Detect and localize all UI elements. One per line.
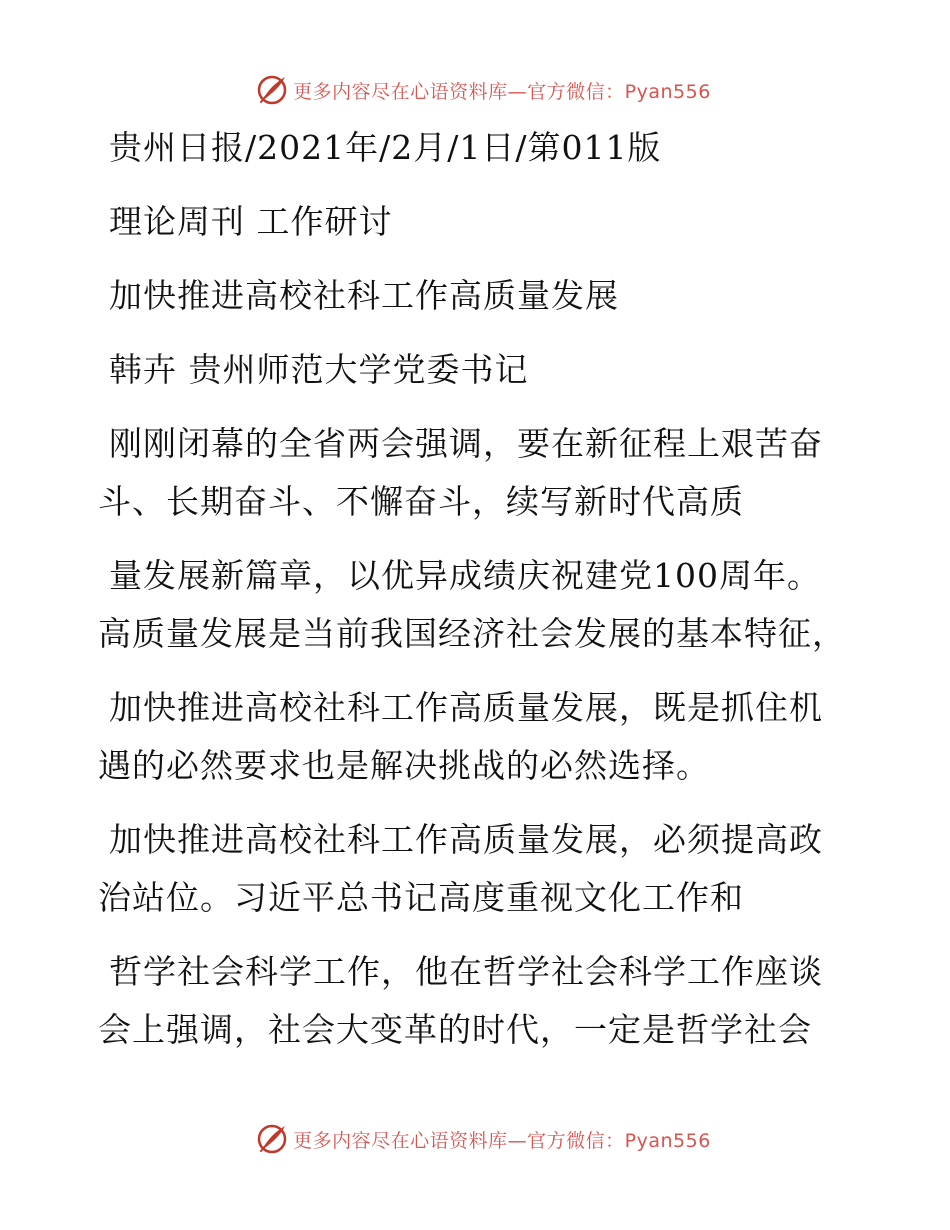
watermark-text: 更多内容尽在心语资料库—官方微信：Pyan556 <box>293 1129 711 1152</box>
quill-logo-icon <box>255 73 289 107</box>
header-watermark <box>0 70 950 110</box>
text-line: 加快推进高校社科工作高质量发展，既是抓住机 <box>109 688 823 727</box>
text-line: 理论周刊 工作研讨 <box>109 202 393 241</box>
quill-logo-icon <box>255 1122 289 1156</box>
text-line: 韩卉 贵州师范大学党委书记 <box>109 350 529 389</box>
text-line: 会上强调，社会大变革的时代，一定是哲学社会 <box>98 1010 812 1049</box>
text-line: 斗、长期奋斗、不懈奋斗，续写新时代高质 <box>98 482 744 521</box>
text-line: 加快推进高校社科工作高质量发展，必须提高政 <box>109 820 823 859</box>
watermark-text: 更多内容尽在心语资料库—官方微信：Pyan556 <box>293 80 711 103</box>
text-line: 哲学社会科学工作，他在哲学社会科学工作座谈 <box>109 952 823 991</box>
text-line: 量发展新篇章，以优异成绩庆祝建党100周年。 <box>109 556 821 595</box>
watermark-group <box>255 1122 711 1156</box>
footer-watermark <box>0 1119 950 1159</box>
text-line: 高质量发展是当前我国经济社会发展的基本特征， <box>98 614 846 653</box>
text-line: 贵州日报/2021年/2月/1日/第011版 <box>109 128 662 167</box>
watermark-group <box>255 73 711 107</box>
text-line: 刚刚闭幕的全省两会强调，要在新征程上艰苦奋 <box>109 424 823 463</box>
text-line: 治站位。习近平总书记高度重视文化工作和 <box>98 878 744 917</box>
text-line: 遇的必然要求也是解决挑战的必然选择。 <box>98 746 710 785</box>
text-line: 加快推进高校社科工作高质量发展 <box>109 276 619 315</box>
